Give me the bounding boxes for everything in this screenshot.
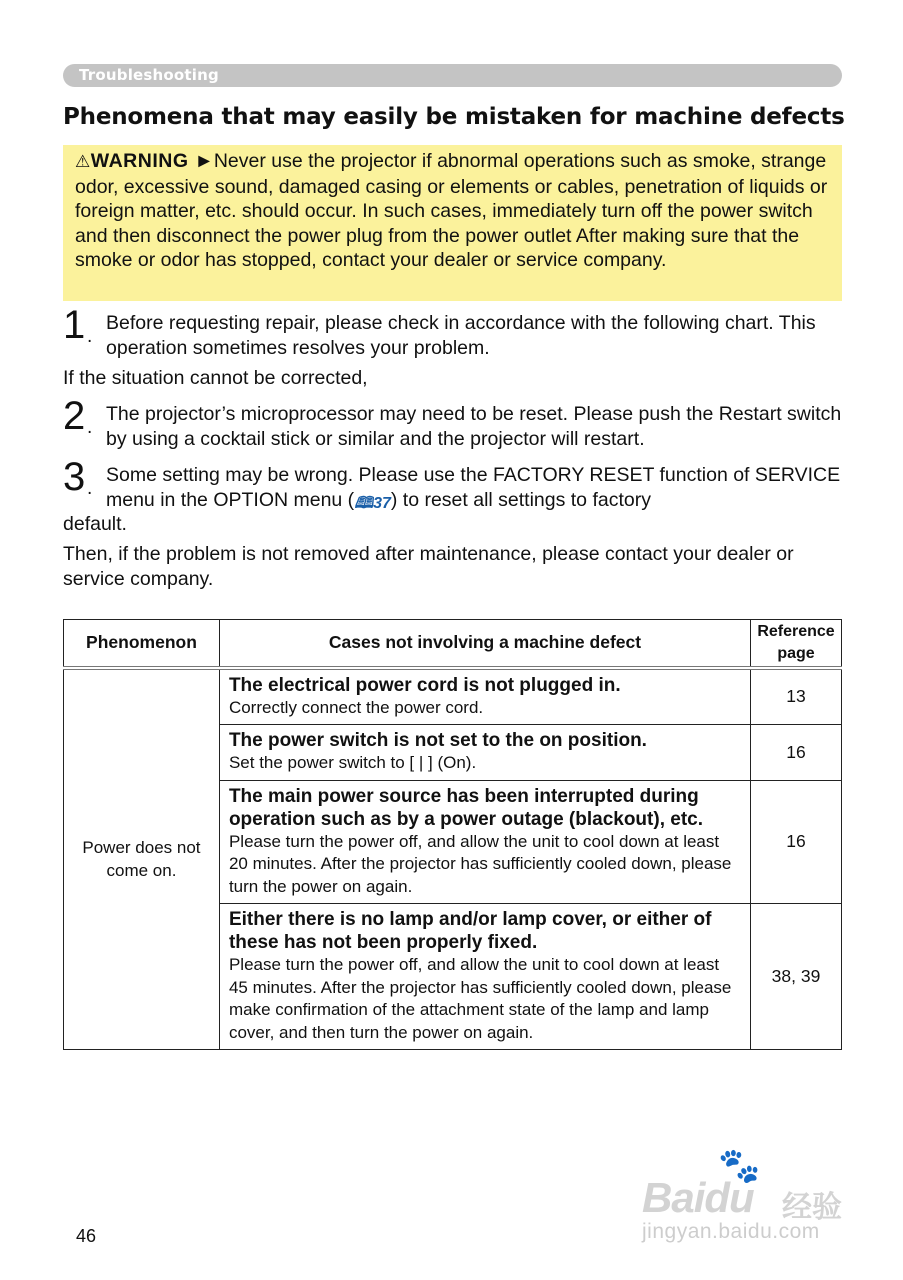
watermark-cn: 经验 bbox=[782, 1191, 842, 1224]
case-description: Set the power switch to [ | ] (On). bbox=[228, 753, 477, 772]
case-description: Correctly connect the power cord. bbox=[228, 697, 484, 717]
step-2 bbox=[63, 394, 853, 451]
section-label: Troubleshooting bbox=[79, 66, 219, 84]
step-3 bbox=[63, 455, 853, 516]
step-text bbox=[63, 463, 853, 516]
step-text-before: Some setting may be wrong. Please use the FACTORY RESET function of SERVICE menu in the OPTION menu ( bbox=[106, 464, 841, 511]
case-cell bbox=[219, 780, 750, 904]
warning-label bbox=[75, 150, 189, 172]
page-title: Phenomena that may easily be mistaken for machine defects bbox=[63, 104, 845, 130]
if-not-corrected-text: If the situation cannot be corrected, bbox=[63, 367, 368, 389]
step-3-continuation: default. bbox=[63, 513, 127, 535]
case-title: Either there is no lamp and/or lamp cover, or either of these has not been properly fixed. bbox=[228, 909, 712, 953]
reference-page-cell: 13 bbox=[751, 668, 842, 725]
case-title: The main power source has been interrupted during operation such as by a power outage (blackout), etc. bbox=[228, 785, 703, 830]
troubleshooting-table bbox=[63, 619, 842, 1050]
book-icon: 🕮 bbox=[354, 494, 374, 512]
phenomenon-text: Power does not come on. bbox=[82, 838, 201, 881]
case-title: The power switch is not set to the on position. bbox=[228, 730, 647, 751]
step-1 bbox=[63, 303, 853, 360]
case-description: Please turn the power off, and allow the unit to cool down at least 45 minutes. After the projector has sufficiently cooled down, please make confirmation of the attachment state of the lamp and lamp cover, and then turn the power on again. bbox=[228, 955, 732, 1042]
watermark-url: jingyan.baidu.com bbox=[642, 1220, 820, 1243]
arrow-icon: ► bbox=[194, 150, 214, 172]
step-dot: . bbox=[87, 478, 93, 499]
step-text: Before requesting repair, please check in accordance with the following chart. This operation sometimes resolves your problem. bbox=[106, 312, 816, 359]
watermark-logo: Baidu bbox=[642, 1174, 754, 1221]
warning-text: Never use the projector if abnormal operations such as smoke, strange odor, excessive sound, damaged casing or elements or cables, penetration of liquids or foreign matter, etc. should occur. In such cases, immediately turn off the power switch and then disconnect the power plug from the power outlet After making sure that the smoke or odor has stopped, contact your dealer or service company. bbox=[75, 150, 828, 271]
header-phenomenon: Phenomenon bbox=[64, 620, 220, 668]
step-dot: . bbox=[87, 417, 93, 438]
header-ref-line2: page bbox=[777, 644, 815, 662]
case-cell bbox=[219, 904, 750, 1050]
table-header-row bbox=[64, 620, 842, 668]
section-header-bar bbox=[63, 64, 842, 87]
case-cell bbox=[219, 668, 750, 725]
warning-label-text: WARNING bbox=[90, 150, 189, 172]
reference-page: 37 bbox=[373, 494, 391, 512]
case-description: Please turn the power off, and allow the unit to cool down at least 20 minutes. After the projector has sufficiently cooled down, please turn the power on again. bbox=[228, 831, 732, 896]
reference-page-cell: 38, 39 bbox=[751, 904, 842, 1050]
table-row bbox=[64, 668, 842, 725]
step-dot: . bbox=[87, 326, 93, 347]
step-number: 1 bbox=[63, 303, 86, 347]
page-number: 46 bbox=[76, 1226, 97, 1246]
header-reference-page bbox=[751, 620, 842, 668]
header-cases: Cases not involving a machine defect bbox=[219, 620, 750, 668]
step-number: 2 bbox=[63, 394, 86, 438]
reference-page-cell: 16 bbox=[751, 780, 842, 904]
case-title: The electrical power cord is not plugged in. bbox=[228, 674, 621, 696]
reference-page-cell: 16 bbox=[751, 725, 842, 781]
phenomenon-cell bbox=[64, 668, 220, 1050]
warning-triangle-icon: ⚠ bbox=[75, 152, 91, 171]
then-text: Then, if the problem is not removed after maintenance, please contact your dealer or service company. bbox=[63, 543, 794, 590]
step-text: The projector’s microprocessor may need to be reset. Please push the Restart switch by using a cocktail stick or similar and the projector will restart. bbox=[106, 403, 842, 450]
step-text-after: ) to reset all settings to factory bbox=[390, 488, 651, 511]
case-cell bbox=[219, 725, 750, 781]
step-number: 3 bbox=[63, 455, 86, 499]
warning-box bbox=[63, 145, 842, 301]
header-ref-line1: Reference bbox=[757, 622, 835, 640]
baidu-watermark bbox=[640, 1140, 880, 1250]
paw-icon: 🐾 bbox=[718, 1147, 761, 1185]
